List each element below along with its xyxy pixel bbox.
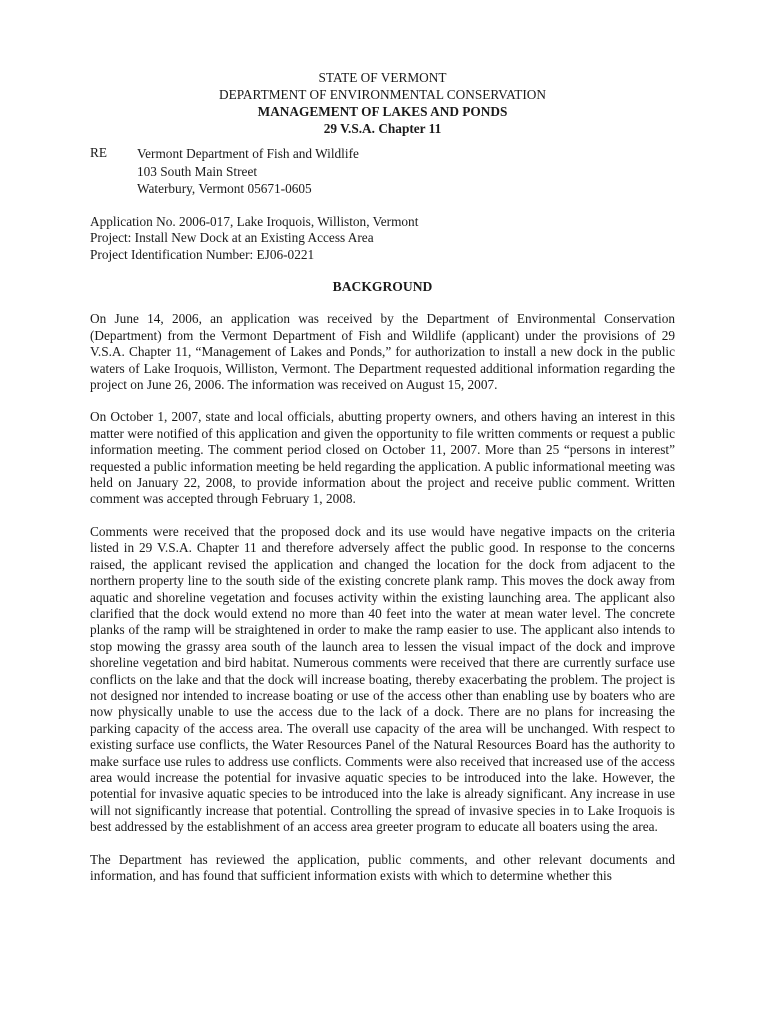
paragraph: On June 14, 2006, an application was received by the Department of Environmental Conservation (Department) from the Vermont Department of Fish and Wildlife (applicant) under the provisions of 29 V.S.A. Chapter 11, “Management of Lakes and Ponds,” for authorization to install a new dock in the public waters of Lake Iroquois, Williston, Vermont. The Department requested additional information regarding the project on June 26, 2006. The information was received on August 15, 2007.	[90, 311, 675, 393]
re-label: RE	[90, 145, 107, 160]
document-header	[90, 69, 675, 137]
re-line: 103 South Main Street	[137, 163, 258, 179]
header-state: STATE OF VERMONT	[318, 70, 447, 85]
paragraph: The Department has reviewed the application, public comments, and other relevant documents and information, and has found that sufficient information exists with which to determine whether this	[90, 851, 675, 883]
header-department: DEPARTMENT OF ENVIRONMENTAL CONSERVATION	[219, 87, 546, 102]
paragraph: Comments were received that the proposed dock and its use would have negative impacts on the criteria listed in 29 V.S.A. Chapter 11 and therefore adversely affect the public good. In response to the concerns raised, the applicant revised the application and changed the location for the dock from adjacent to the northern property line to the south side of the existing concrete plank ramp. This moves the dock away from aquatic and shoreline vegetation and focuses activity within the existing launching area. The applicant also clarified that the dock would extend no more than 40 feet into the water at mean water level. The concrete planks of the ramp will be straightened in order to make the ramp easier to use. The applicant also intends to stop mowing the grassy area south of the launch area to lessen the visual impact of the dock and improve shoreline vegetation and bird habitat. Numerous comments were received that there are currently surface use conflicts on the lake and that the dock will increase boating, thereby exacerbating the problem. The project is not designed nor intended to increase boating or use of the access other than enabling use by boaters who are now physically unable to use the access due to the lack of a dock. There are no plans for increasing the parking capacity of the access area. The overall use capacity of the area will be unchanged. With respect to existing surface use conflicts, the Water Resources Panel of the Natural Resources Board has the authority to make surface use rules to address use conflicts. Comments were also received that increased use of the access area would increase the potential for invasive aquatic species to be introduced into the lake. However, the potential for invasive aquatic species to be introduced into the lake is already significant. Any increase in use will not significantly increase that potential. Controlling the spread of invasive species in to Lake Iroquois is best addressed by the establishment of an access area greeter program to educate all boaters using the area.	[90, 523, 675, 835]
paragraph: On October 1, 2007, state and local officials, abutting property owners, and others having an interest in this matter were notified of this application and given the opportunity to file written comments or request a public information meeting. The comment period closed on October 11, 2007. More than 25 “persons in interest” requested a public information meeting be held regarding the application. A public informational meeting was held on January 22, 2008, to provide information about the project and receive public comment. Written comment was accepted through February 1, 2008.	[90, 409, 675, 507]
re-block	[90, 145, 675, 198]
re-line: Waterbury, Vermont 05671-0605	[137, 181, 312, 196]
header-management: MANAGEMENT OF LAKES AND PONDS	[257, 104, 508, 119]
re-line: Vermont Department of Fish and Wildlife	[137, 146, 359, 161]
application-block	[90, 214, 675, 264]
re-address	[137, 145, 359, 198]
project-id: Project Identification Number: EJ06-0221	[90, 246, 315, 262]
project-description: Project: Install New Dock at an Existing Access Area	[90, 230, 374, 245]
application-number: Application No. 2006-017, Lake Iroquois, Williston, Vermont	[90, 213, 419, 229]
section-title-background: BACKGROUND	[332, 279, 433, 294]
header-statute: 29 V.S.A. Chapter 11	[323, 121, 442, 136]
document-page	[90, 69, 675, 900]
